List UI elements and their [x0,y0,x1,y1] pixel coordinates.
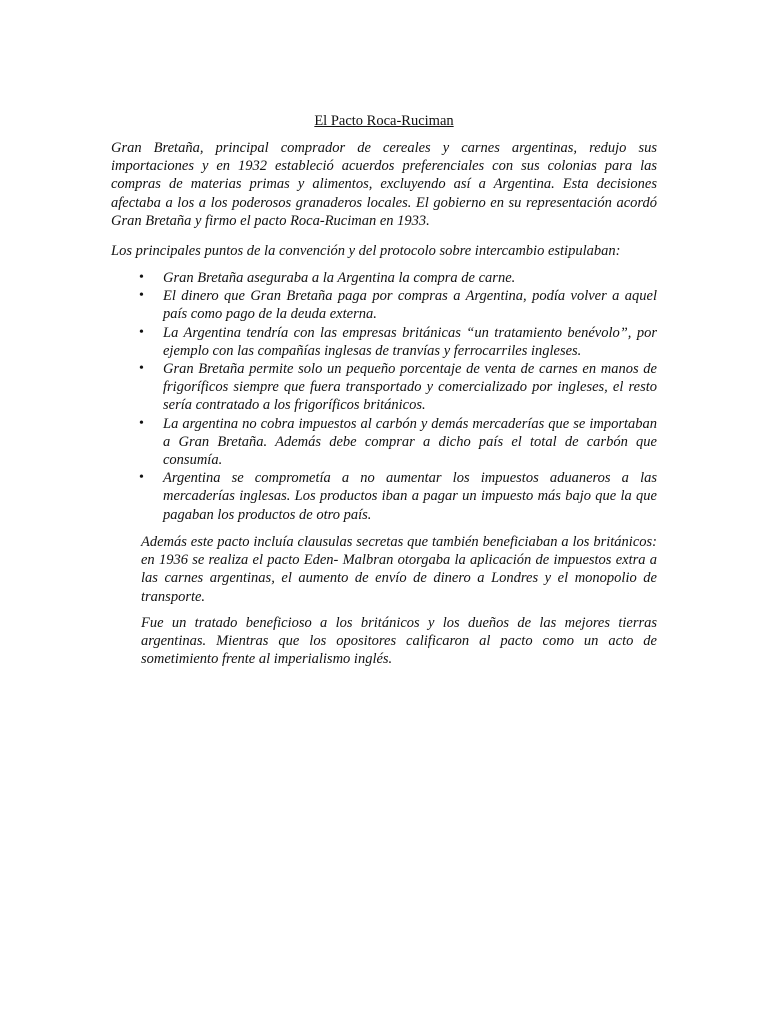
list-item [111,360,657,415]
list-item-text: La Argentina tendría con las empresas británicas “un tratamiento benévolo”, por ejemplo con las compañías inglesas de tranvías y ferrocarriles ingleses. [163,324,657,359]
bullet-icon: • [139,415,144,431]
bullet-icon: • [139,324,144,340]
list-item-text: Gran Bretaña permite solo un pequeño porcentaje de venta de carnes en manos de frigoríficos siempre que fuera transportado y comercializado por ingleses, el resto sería contratado a los frigoríficos británicos. [163,361,657,414]
list-item-text: Argentina se comprometía a no aumentar los impuestos aduaneros a las mercaderías inglesas. Los productos iban a pagar un impuesto más bajo que la que pagaban los productos de otro país. [163,470,657,523]
paragraph-intro: Gran Bretaña, principal comprador de cereales y carnes argentinas, redujo sus importaciones y en 1932 estableció acuerdos preferenciales con sus colonias para las compras de materias primas y alimentos, excluyendo así a Argentina. Esta decisiones afectaba a los a los poderosos granaderos locales. El gobierno en su representación acordó Gran Bretaña y firmo el pacto Roca-Ruciman en 1933. [111,140,657,229]
list-item-text: Gran Bretaña aseguraba a la Argentina la compra de carne. [163,270,516,286]
paragraph-lead-in: Los principales puntos de la convención y del protocolo sobre intercambio estipulaban: [111,243,621,259]
paragraph-conclusion: Fue un tratado beneficioso a los británicos y los dueños de las mejores tierras argentinas. Mientras que los opositores calificaron al pacto como un acto de sometimiento frente al imperialismo inglés. [141,615,657,668]
bullet-icon: • [139,470,144,486]
list-item [111,269,657,287]
document-title: El Pacto Roca-Ruciman [314,113,454,129]
list-item [111,415,657,470]
bullet-icon: • [139,270,144,285]
agreement-points-list [111,269,657,524]
list-item-text: La argentina no cobra impuestos al carbón y demás mercaderías que se importaban a Gran Bretaña. Además debe comprar a dicho país el total de carbón que consumía. [163,415,657,469]
list-item-text: El dinero que Gran Bretaña paga por compras a Argentina, podía volver a aquel país como pago de la deuda externa. [163,288,657,323]
bullet-icon: • [139,361,144,377]
paragraph-secret-clauses: Además este pacto incluía clausulas secretas que también beneficiaban a los británicos: en 1936 se realiza el pacto Eden- Malbran otorgaba la aplicación de impuestos extra a las carnes argentinas, el aumento de envío de dinero a Londres y el monopolio de transporte. [141,534,657,605]
bullet-icon: • [139,288,144,304]
list-item [111,324,657,360]
list-item [111,469,657,524]
list-item [111,287,657,323]
